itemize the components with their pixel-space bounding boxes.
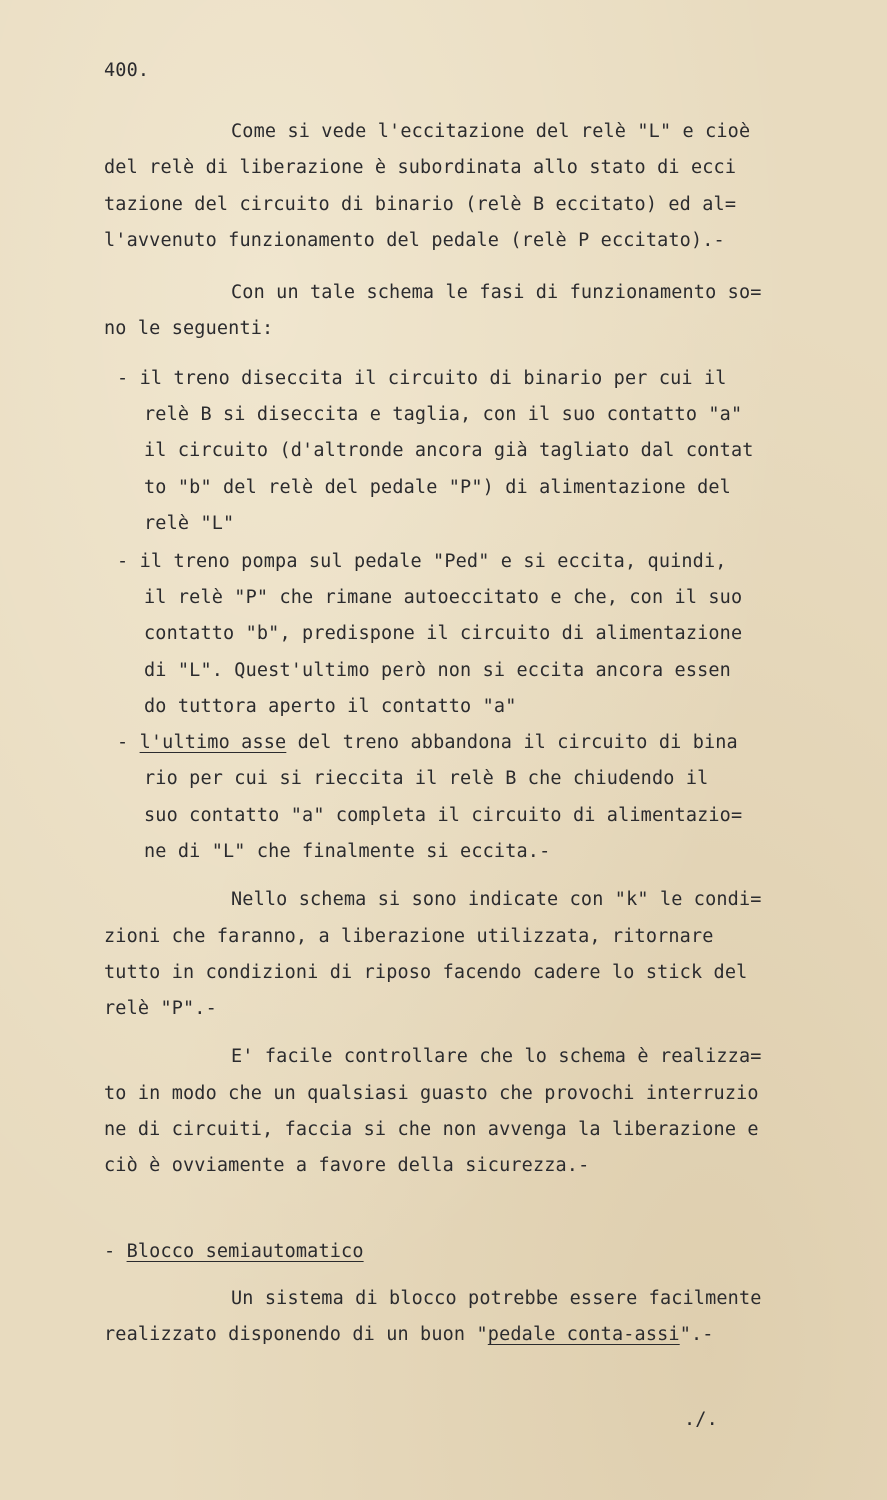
paragraph-3-line-3: tutto in condizioni di riposo facendo cadere lo stick del xyxy=(104,962,748,983)
bullet-3-line-2: rio per cui si rieccita il relè B che chiudendo il xyxy=(144,768,709,789)
bullet-2-line-4: di "L". Quest'ultimo però non si eccita ancora essen xyxy=(144,660,731,681)
page-number: 400. xyxy=(104,60,150,81)
bullet-2-line-2: il relè "P" che rimane autoeccitato e che, con il suo xyxy=(144,587,743,608)
bullet-1-line-3: il circuito (d'altronde ancora già tagliato dal contat xyxy=(144,440,754,461)
paragraph-5-line-2-suffix: ".- xyxy=(679,1324,714,1345)
bullet-2-line-3: contatto "b", predispone il circuito di alimentazione xyxy=(144,623,743,644)
bullet-3-line-1 xyxy=(117,732,738,754)
paragraph-4-line-1: E' facile controllare che lo schema è realizza= xyxy=(231,1046,762,1067)
bullet-3-underlined-phrase: l'ultimo asse xyxy=(139,732,287,753)
paragraph-3-line-2: zioni che faranno, a liberazione utilizzata, ritornare xyxy=(104,926,714,947)
bullet-3-line-1-rest: del treno abbandona il circuito di bina xyxy=(286,732,738,753)
paragraph-4-line-2: to in modo che un qualsiasi guasto che provochi interruzio xyxy=(104,1083,759,1104)
paragraph-5-line-2-prefix: realizzato disponendo di un buon " xyxy=(104,1324,488,1345)
paragraph-1-line-3: tazione del circuito di binario (relè B eccitato) ed al= xyxy=(104,194,737,215)
bullet-1-line-4: to "b" del relè del pedale "P") di alimentazione del xyxy=(144,477,731,498)
bullet-1-line-1: - il treno diseccita il circuito di binario per cui il xyxy=(117,368,727,389)
bullet-3-dash: - xyxy=(117,732,140,753)
paragraph-5-underlined-term: pedale conta-assi xyxy=(487,1324,680,1345)
bullet-2-line-1: - il treno pompa sul pedale "Ped" e si eccita, quindi, xyxy=(117,551,727,572)
paragraph-3-line-1: Nello schema si sono indicate con "k" le condi= xyxy=(231,889,762,910)
bullet-1-line-5: relè "L" xyxy=(144,513,235,534)
section-heading-title: Blocco semiautomatico xyxy=(126,1241,364,1262)
bullet-2-line-5: do tuttora aperto il contatto "a" xyxy=(144,696,517,717)
paragraph-5-line-2 xyxy=(104,1324,714,1346)
paragraph-4-line-3: ne di circuiti, faccia si che non avvenga la liberazione e xyxy=(104,1119,759,1140)
bullet-3-line-4: ne di "L" che finalmente si eccita.- xyxy=(144,841,551,862)
paragraph-2-line-2: no le seguenti: xyxy=(104,318,274,339)
continuation-mark: ./. xyxy=(684,1409,718,1430)
bullet-1-line-2: relè B si diseccita e taglia, con il suo contatto "a" xyxy=(144,404,743,425)
section-heading-dash: - xyxy=(104,1241,127,1262)
paragraph-1-line-1: Come si vede l'eccitazione del relè "L" e cioè xyxy=(231,121,751,142)
paragraph-1-line-4: l'avvenuto funzionamento del pedale (relè P eccitato).- xyxy=(104,230,725,251)
paragraph-1-line-2: del relè di liberazione è subordinata allo stato di ecci xyxy=(104,157,737,178)
paragraph-3-line-4: relè "P".- xyxy=(104,998,217,1019)
bullet-3-line-3: suo contatto "a" completa il circuito di alimentazio= xyxy=(144,805,743,826)
paragraph-2-line-1: Con un tale schema le fasi di funzionamento so= xyxy=(231,282,762,303)
paragraph-4-line-4: ciò è ovviamente a favore della sicurezza.- xyxy=(104,1155,590,1176)
section-heading xyxy=(104,1241,364,1263)
paragraph-5-line-1: Un sistema di blocco potrebbe essere facilmente xyxy=(231,1288,762,1309)
